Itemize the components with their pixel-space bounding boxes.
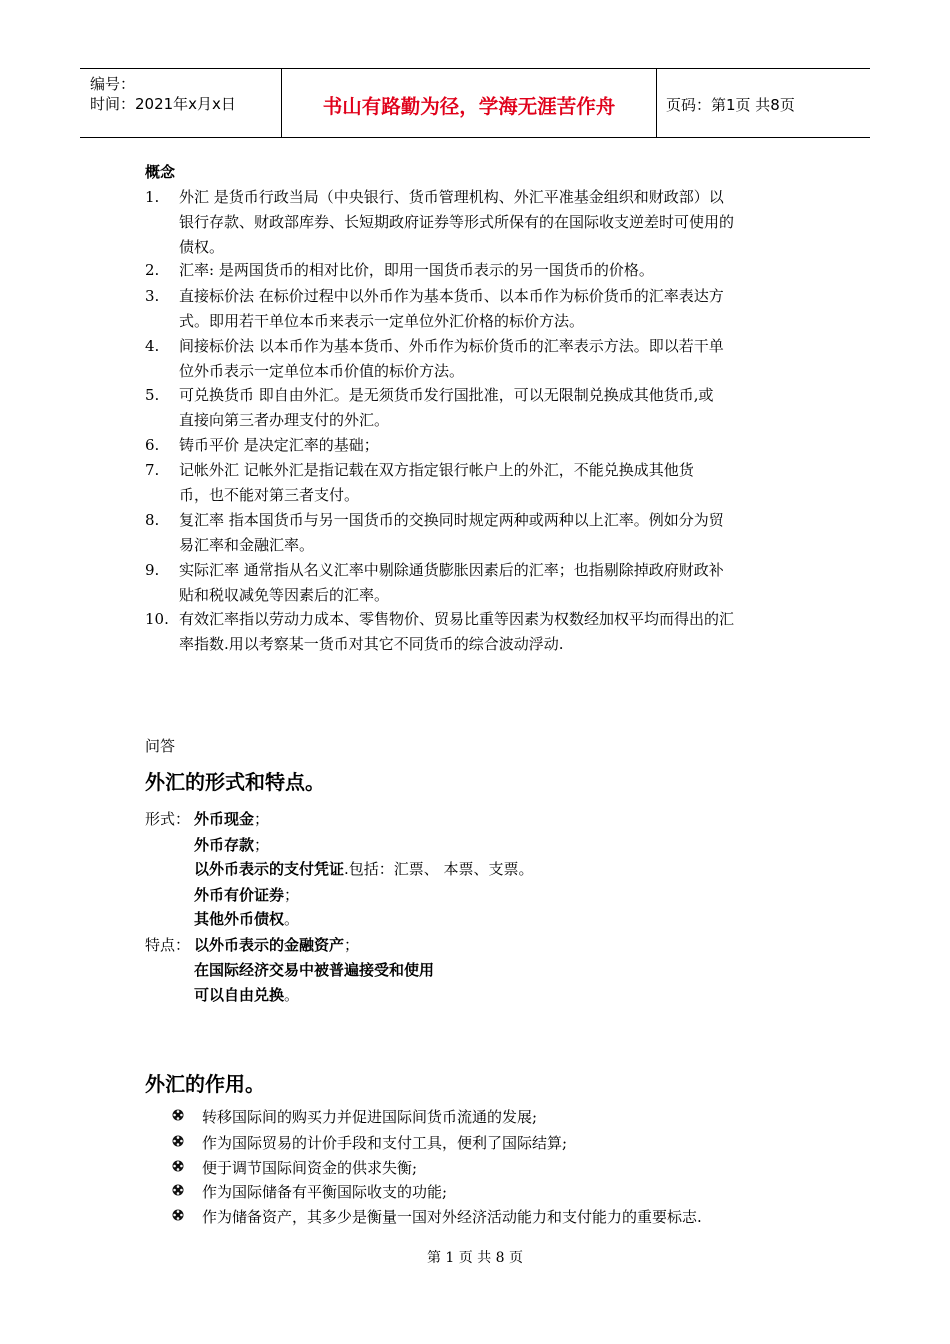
concept-text-line: 外汇 是货币行政当局（中央银行、货币管理机构、外汇平准基金组织和财政部）以 bbox=[179, 188, 724, 206]
concept-text-line: 记帐外汇 记帐外汇是指记载在双方指定银行帐户上的外汇，不能兑换成其他货 bbox=[179, 461, 694, 479]
features-label: 特点： bbox=[145, 936, 191, 954]
concept-item-text bbox=[179, 458, 807, 508]
concept-item-number: 1. bbox=[145, 188, 160, 206]
page-footer: 第 1 页 共 8 页 bbox=[426, 1250, 524, 1266]
item-bold-text: 以外币表示的支付凭证 bbox=[194, 860, 345, 878]
document-date-label: 时间：2021年x月x日 bbox=[90, 95, 236, 113]
header-center-cell bbox=[281, 69, 657, 137]
role-bullet-text: 便于调节国际间资金的供求失衡; bbox=[202, 1159, 418, 1177]
item-rest-text: 。 bbox=[284, 986, 300, 1004]
concept-item-number: 4. bbox=[145, 337, 160, 355]
flower-bullet-icon bbox=[172, 1135, 184, 1147]
item-rest-text: ； bbox=[254, 836, 270, 854]
role-bullet-text: 作为国际贸易的计价手段和支付工具，便利了国际结算; bbox=[202, 1134, 568, 1152]
forms-item bbox=[194, 858, 534, 879]
concept-item-text bbox=[179, 508, 807, 558]
forms-item bbox=[194, 884, 299, 905]
item-bold-text: 外币有价证券 bbox=[194, 886, 285, 904]
flower-bullet-icon bbox=[172, 1184, 184, 1196]
concept-text-line: 可兑换货币 即自由外汇。是无须货币发行国批准，可以无限制兑换成其他货币,或 bbox=[179, 386, 714, 404]
concept-item-text bbox=[179, 284, 807, 334]
item-rest-text: 。 bbox=[284, 910, 300, 928]
concept-item-number: 3. bbox=[145, 287, 160, 305]
item-bold-text: 外币现金 bbox=[194, 810, 255, 828]
concept-item-text bbox=[179, 258, 807, 283]
concept-text-line: 直接向第三者办理支付的外汇。 bbox=[179, 411, 390, 429]
item-rest-text: ； bbox=[344, 936, 360, 954]
concept-item-number: 6. bbox=[145, 436, 160, 454]
item-bold-text: 外币存款 bbox=[194, 836, 255, 854]
item-bold-text: 可以自由兑换 bbox=[194, 986, 285, 1004]
concept-text-line: 贴和税収减免等因素后的汇率。 bbox=[179, 586, 390, 604]
features-item bbox=[194, 984, 299, 1005]
concept-item-number: 8. bbox=[145, 511, 160, 529]
header-right-cell bbox=[656, 69, 870, 137]
concept-item-number: 10. bbox=[145, 610, 169, 628]
item-bold-text: 以外币表示的金融资产 bbox=[194, 936, 345, 954]
concept-text-line: 汇率: 是两国货币的相对比价，即用一国货币表示的另一国货币的价格。 bbox=[179, 261, 654, 279]
concept-text-line: 直接标价法 在标价过程中以外币作为基本货币、以本币作为标价货币的汇率表达方 bbox=[179, 287, 724, 305]
role-bullet-text: 转移国际间的购买力并促进国际间货币流通的发展; bbox=[202, 1108, 538, 1126]
concept-item-number: 7. bbox=[145, 461, 160, 479]
concept-text-line: 债权。 bbox=[179, 238, 225, 256]
concept-text-line: 实际汇率 通常指从名义汇率中剔除通货膨胀因素后的汇率；也指剔除掉政府财政补 bbox=[179, 561, 724, 579]
role-bullet-text: 作为国际储备有平衡国际收支的功能; bbox=[202, 1183, 448, 1201]
concept-text-line: 有效汇率指以劳动力成本、零售物价、贸易比重等因素为权数经加权平均而得出的汇 bbox=[179, 610, 735, 628]
features-item bbox=[194, 959, 434, 980]
concept-text-line: 易汇率和金融汇率。 bbox=[179, 536, 315, 554]
question-1-title: 外汇的形式和特点。 bbox=[145, 770, 325, 794]
forms-label: 形式： bbox=[145, 810, 191, 828]
concept-item-text bbox=[179, 433, 807, 458]
document-number-label: 编号： bbox=[90, 75, 136, 93]
concept-text-line: 式。即用若干单位本币来表示一定单位外汇价格的标价方法。 bbox=[179, 312, 585, 330]
concept-text-line: 复汇率 指本国货币与另一国货币的交换同时规定两种或两种以上汇率。例如分为贸 bbox=[179, 511, 724, 529]
page-header-table bbox=[80, 68, 870, 138]
concept-item-text bbox=[179, 334, 807, 384]
qa-label: 问答 bbox=[145, 737, 176, 755]
concept-item-text bbox=[179, 185, 807, 260]
concept-text-line: 银行存款、财政部库券、长短期政府证券等形式所保有的在国际收支逆差时可使用的 bbox=[179, 213, 735, 231]
header-left-cell bbox=[80, 69, 280, 137]
question-2-title: 外汇的作用。 bbox=[145, 1072, 265, 1096]
item-rest-text: ； bbox=[284, 886, 300, 904]
item-rest-text: .包括：汇票、 本票、支票。 bbox=[344, 860, 534, 878]
forms-item bbox=[194, 834, 269, 855]
flower-bullet-icon bbox=[172, 1109, 184, 1121]
role-bullet-text: 作为储备资产，其多少是衡量一国对外经济活动能力和支付能力的重要标志. bbox=[202, 1208, 702, 1226]
concepts-title: 概念 bbox=[145, 163, 176, 181]
header-page-number: 页码：第1页 共8页 bbox=[666, 96, 795, 114]
concept-item-number: 2. bbox=[145, 261, 160, 279]
concept-item-text bbox=[179, 607, 807, 657]
concept-item-number: 5. bbox=[145, 386, 160, 404]
concept-text-line: 位外币表示一定单位本币价值的标价方法。 bbox=[179, 362, 465, 380]
flower-bullet-icon bbox=[172, 1209, 184, 1221]
flower-bullet-icon bbox=[172, 1160, 184, 1172]
concept-text-line: 币，也不能对第三者支付。 bbox=[179, 486, 360, 504]
concept-text-line: 率指数.用以考察某一货币对其它不同货币的综合波动浮动. bbox=[179, 635, 564, 653]
concept-item-number: 9. bbox=[145, 561, 160, 579]
concept-text-line: 间接标价法 以本币作为基本货币、外币作为标价货币的汇率表示方法。即以若干单 bbox=[179, 337, 724, 355]
header-motto: 书山有路勤为径，学海无涯苦作舟 bbox=[322, 95, 616, 118]
forms-item bbox=[194, 808, 269, 829]
concept-item-text bbox=[179, 383, 807, 433]
features-item bbox=[194, 934, 359, 955]
item-rest-text: ； bbox=[254, 810, 270, 828]
concept-item-text bbox=[179, 558, 807, 608]
item-bold-text: 在国际经济交易中被普遍接受和使用 bbox=[194, 961, 435, 979]
forms-item bbox=[194, 908, 299, 929]
concept-text-line: 铸币平价 是决定汇率的基础； bbox=[179, 436, 379, 454]
item-bold-text: 其他外币债权 bbox=[194, 910, 285, 928]
